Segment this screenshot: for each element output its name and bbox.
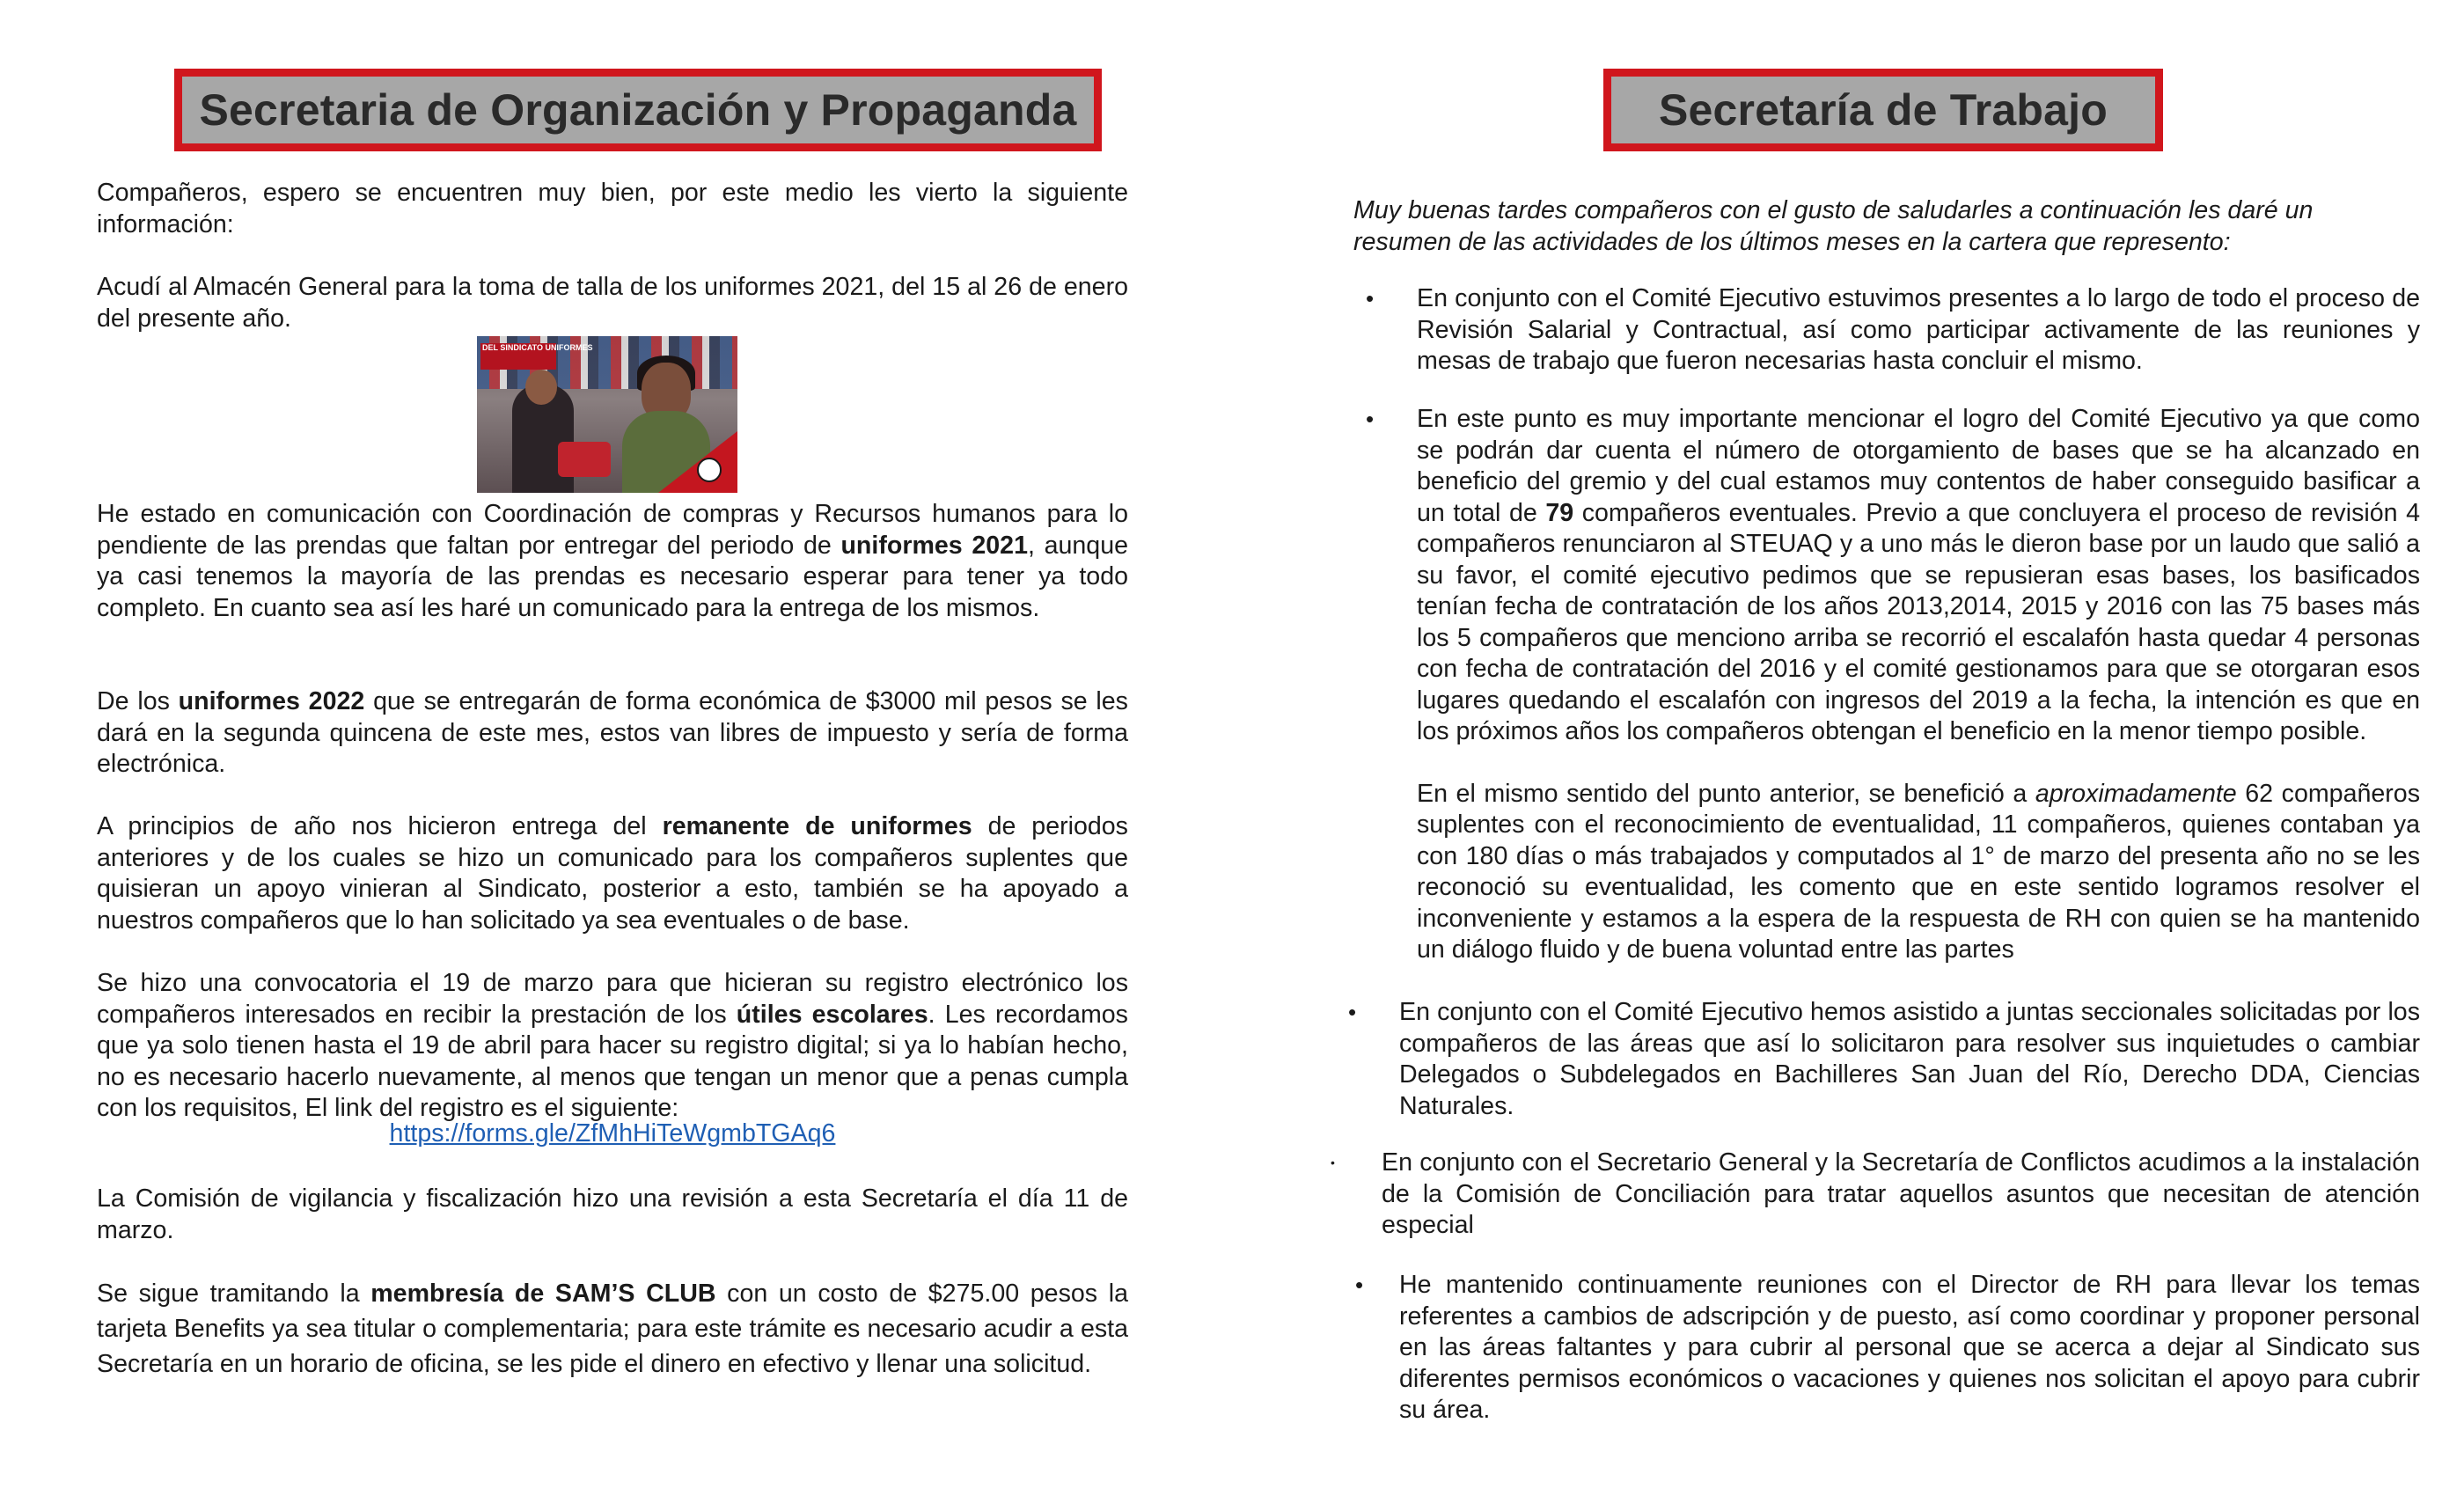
banner-organizacion-propaganda (174, 69, 1102, 151)
bullet-icon: • (1331, 1155, 1335, 1170)
list-item-juntas: En conjunto con el Comité Ejecutivo hemos asistido a juntas seccionales solicitadas por los compañeros de las áreas que así lo solicitaron para resolver sus inquietudes o cambiar Delegados o Subdelegados en Bachilleres San Juan del Río, Derecho DDA, Ciencias Naturales. (1399, 998, 2420, 1120)
paragraph-intro: Muy buenas tardes compañeros con el gusto de saludarles a continuación les daré un resumen de las actividades de los últimos meses en la cartera que represento: (1353, 196, 2314, 256)
bullet-icon: • (1348, 999, 1357, 1025)
list-item-conciliacion: En conjunto con el Secretario General y la Secretaría de Conflictos acudimos a la instalación de la Comisión de Conciliación para tratar aquellos asuntos que necesitan de atención especial (1382, 1148, 2420, 1239)
paragraph-almacen: Acudí al Almacén General para la toma de talla de los uniformes 2021, del 15 al 26 de enero del presente año. (97, 273, 1128, 333)
banner-secretaria-trabajo (1603, 69, 2163, 151)
bullet-icon: • (1366, 285, 1375, 312)
photo-caption: DEL SINDICATO UNIFORMES (482, 343, 593, 352)
registration-link-row (97, 1118, 1128, 1150)
paragraph-uniformes-2022: De los uniformes 2022 que se entregarán de forma económica de $3000 mil pesos se les dará en la segunda quincena de este mes, estos van libres de impuesto y sería de forma electrónica. (97, 687, 1128, 778)
list-item-revision: En conjunto con el Comité Ejecutivo estuvimos presentes a lo largo de todo el proceso de Revisión Salarial y Contractual, así como participar activamente de las reuniones y mesas de trabajo que fueron necesarias hasta concluir el mismo. (1417, 284, 2420, 375)
paragraph-remanente: A principios de año nos hicieron entrega del remanente de uniformes de periodos anteriores y de los cuales se hizo un comunicado para los compañeros suplentes que quisieran un apoyo vinieran al Sindicato, posterior a esto, también se ha apoyado a nuestros compañeros que lo han solicitado ya sea eventuales o de base. (97, 812, 1128, 935)
paragraph-greeting: Compañeros, espero se encuentren muy bien, por este medio les vierto la siguiente información: (97, 179, 1128, 238)
uniform-photo (477, 336, 737, 493)
list-item-bases: En este punto es muy importante mencionar el logro del Comité Ejecutivo ya que como se podrán dar cuenta el número de otorgamiento de bases que se ha alcanzado en beneficio del gremio y del cual estamos muy contentos de haber conseguido basificar a un total de 79 compañeros eventuales. Previo a que concluyera el proceso de revisión 4 compañeros renunciaron al STEUAQ y a uno más le dieron base por un laudo que salió a su favor, el comité ejecutivo pedimos que se repusieran esas bases, los basificados tenían fecha de contratación de los años 2013,2014, 2015 y 2016 con las 75 bases más los 5 compañeros que menciono arriba se recorrió el escalafón hasta quedar 4 personas con fecha de contratación del 2016 y el comité gestionamos para que se otorgaran esos lugares quedando el escalafón con ingresos del 2019 a la fecha, la intención es que en los próximos años los compañeros obtengan el beneficio en la menor tiempo posible. En el mismo sentido del punto anterior, se benefició a aproximadamente 62 compañeros suplentes con el reconocimiento de eventualidad, 11 compañeros, quienes contaban ya con 180 días o más trabajados y computados al 1° de marzo del presenta año no se les reconoció su eventualidad, les comento que en este sentido logramos resolver el inconveniente y estamos a la espera de la respuesta de RH con quien se ha mantenido un diálogo fluido y de buena voluntad entre las partes (1417, 405, 2420, 964)
union-logo-icon (697, 458, 722, 482)
bullet-icon: • (1355, 1272, 1364, 1298)
list-item-director-rh: He mantenido continuamente reuniones con el Director de RH para llevar los temas referentes a cambios de adscripción y de puesto, así como coordinar y proponer personal en las áreas faltantes y para cubrir al personal que se acerca a dejar al Sindicato sus diferentes permisos económicos o vacaciones y quienes nos solicitan el apoyo para cubrir su área. (1399, 1271, 2420, 1424)
paragraph-comision: La Comisión de vigilancia y fiscalización hizo una revisión a esta Secretaría el día 11 de marzo. (97, 1184, 1128, 1244)
bullet-icon: • (1366, 406, 1375, 432)
paragraph-uniformes-2021: He estado en comunicación con Coordinación de compras y Recursos humanos para lo pendiente de las prendas que faltan por entregar del periodo de uniformes 2021, aunque ya casi tenemos la mayoría de las prendas es necesario esperar para tener ya todo completo. En cuanto sea así les haré un comunicado para la entrega de los mismos. (97, 500, 1128, 622)
banner-title: Secretaria de Organización y Propaganda (199, 85, 1077, 135)
registration-link[interactable]: https://forms.gle/ZfMhHiTeWgmbTGAq6 (389, 1119, 836, 1148)
banner-title: Secretaría de Trabajo (1658, 85, 2108, 135)
paragraph-utiles: Se hizo una convocatoria el 19 de marzo para que hicieran su registro electrónico los compañeros interesados en recibir la prestación de los útiles escolares. Les recordamos que ya solo tienen hasta el 19 de abril para hacer su registro digital; si ya lo habían hecho, no es necesario hacerlo nuevamente, al menos que tengan un menor que a penas cumpla con los requisitos, El link del registro es el siguiente: (97, 969, 1128, 1122)
paragraph-sams-club: Se sigue tramitando la membresía de SAM’S CLUB con un costo de $275.00 pesos la tarjeta Benefits ya sea titular o complementaria; para este trámite es necesario acudir a esta Secretaría en un horario de oficina, se les pide el dinero en efectivo y llenar una solicitud. (97, 1280, 1128, 1378)
